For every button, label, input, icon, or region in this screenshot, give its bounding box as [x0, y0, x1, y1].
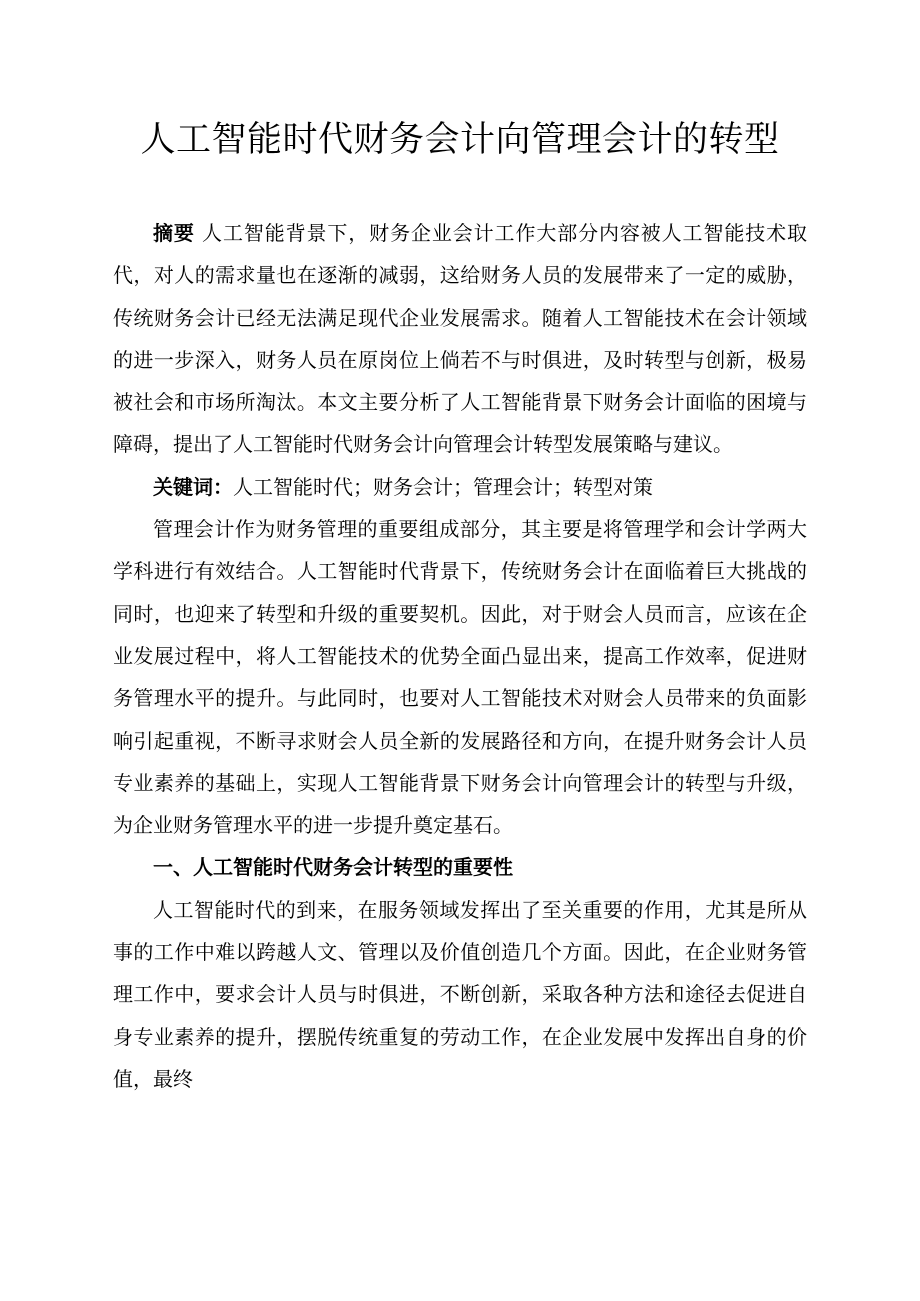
document-title: 人工智能时代财务会计向管理会计的转型	[140, 120, 780, 160]
section-heading: 一、人工智能时代财务会计转型的重要性	[153, 855, 513, 880]
keywords-text: 人工智能时代；财务会计；管理会计；转型对策	[233, 474, 653, 499]
abstract-paragraph	[113, 212, 807, 466]
document-body	[113, 212, 807, 1100]
keywords-label: 关键词：	[153, 474, 233, 499]
section-paragraph: 人工智能时代的到来，在服务领域发挥出了至关重要的作用，尤其是所从事的工作中难以跨越人文、管理以及价值创造几个方面。因此，在企业财务管理工作中，要求会计人员与时俱进，不断创新，采取各种方法和途径去促进自身专业素养的提升，摆脱传统重复的劳动工作，在企业发展中发挥出自身的价值，最终	[113, 897, 807, 1091]
abstract-text: 人工智能背景下，财务企业会计工作大部分内容被人工智能技术取代，对人的需求量也在逐渐的减弱，这给财务人员的发展带来了一定的威胁，传统财务会计已经无法满足现代企业发展需求。随着人工智能技术在会计领域的进一步深入，财务人员在原岗位上倘若不与时俱进，及时转型与创新，极易被社会和市场所淘汰。本文主要分析了人工智能背景下财务会计面临的困境与障碍，提出了人工智能时代财务会计向管理会计转型发展策略与建议。	[113, 221, 808, 457]
intro-paragraph: 管理会计作为财务管理的重要组成部分，其主要是将管理学和会计学两大学科进行有效结合。人工智能时代背景下，传统财务会计在面临着巨大挑战的同时，也迎来了转型和升级的重要契机。因此，对于财会人员而言，应该在企业发展过程中，将人工智能技术的优势全面凸显出来，提高工作效率，促进财务管理水平的提升。与此同时，也要对人工智能技术对财会人员带来的负面影响引起重视，不断寻求财会人员全新的发展路径和方向，在提升财务会计人员专业素养的基础上，实现人工智能背景下财务会计向管理会计的转型与升级，为企业财务管理水平的进一步提升奠定基石。	[113, 517, 807, 838]
keywords-paragraph	[113, 466, 807, 508]
abstract-label: 摘要	[153, 221, 195, 245]
